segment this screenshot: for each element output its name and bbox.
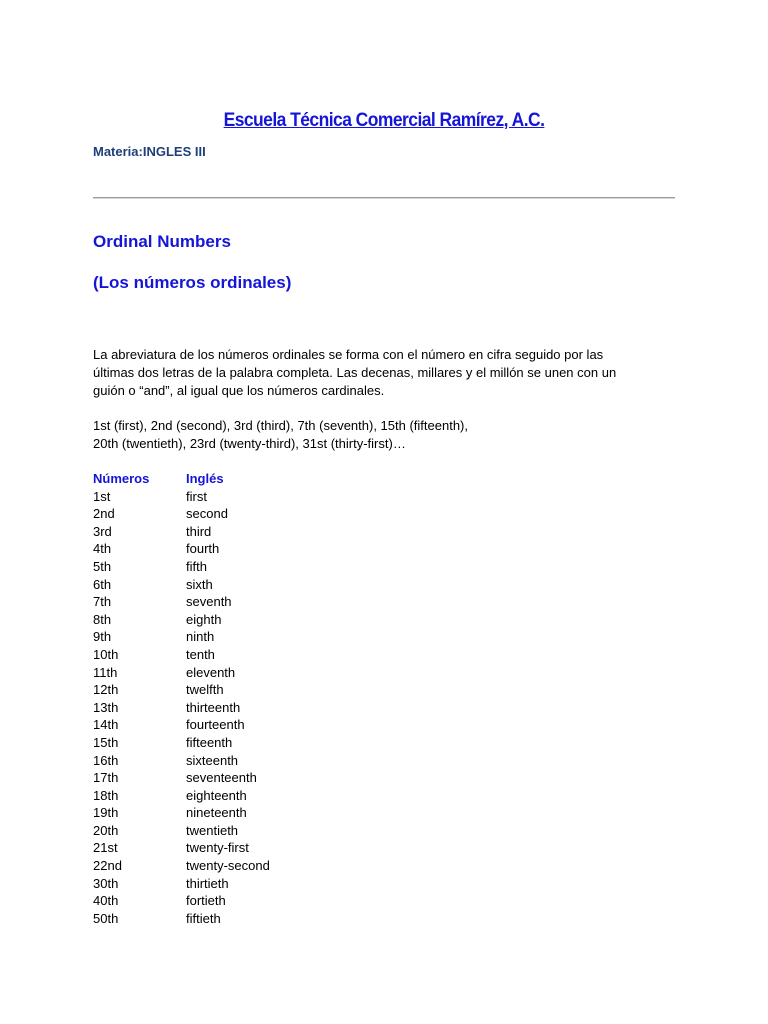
column-header-numeros: Números <box>93 471 150 486</box>
ordinal-word-cell: fifteenth <box>186 734 233 750</box>
table-row <box>93 611 386 629</box>
ordinal-number-cell: 11th <box>93 664 118 680</box>
table-row <box>93 752 386 770</box>
paragraph-line: 1st (first), 2nd (second), 3rd (third), 7th (seventh), 15th (fifteenth), <box>93 418 468 433</box>
table-row <box>93 875 386 893</box>
table-row <box>93 681 386 699</box>
paragraph-line: 20th (twentieth), 23rd (twenty-third), 31st (thirty-first)… <box>93 436 406 451</box>
ordinal-number-cell: 30th <box>93 875 119 891</box>
ordinal-word-cell: sixth <box>186 576 213 592</box>
table-row <box>93 822 386 840</box>
ordinal-word-cell: seventh <box>186 594 232 610</box>
ordinal-word-cell: eighteenth <box>186 787 247 803</box>
ordinal-word-cell: thirtieth <box>186 875 229 891</box>
table-row <box>93 734 386 752</box>
ordinal-number-cell: 18th <box>93 787 119 803</box>
table-row <box>93 787 386 805</box>
ordinal-number-cell: 4th <box>93 541 112 557</box>
table-row <box>93 892 386 910</box>
ordinal-number-cell: 17th <box>93 770 119 786</box>
ordinal-word-cell: nineteenth <box>186 805 247 821</box>
ordinal-number-cell: 19th <box>93 805 119 821</box>
ordinal-number-cell: 10th <box>93 646 119 662</box>
ordinal-word-cell: sixteenth <box>186 752 239 768</box>
ordinal-word-cell: fourth <box>186 541 220 557</box>
table-row <box>93 910 386 928</box>
table-row <box>93 593 386 611</box>
examples-paragraph <box>93 417 675 453</box>
table-row <box>93 628 386 646</box>
subject-label: Materia:INGLES III <box>93 144 206 159</box>
ordinal-number-cell: 16th <box>93 752 119 768</box>
ordinal-word-cell: thirteenth <box>186 699 241 715</box>
ordinal-number-cell: 15th <box>93 734 119 750</box>
intro-paragraph <box>93 346 675 400</box>
ordinal-word-cell: first <box>186 488 207 504</box>
ordinal-word-cell: ninth <box>186 629 215 645</box>
ordinal-number-cell: 14th <box>93 717 119 733</box>
table-row <box>93 576 386 594</box>
page-subtitle: (Los números ordinales) <box>93 273 292 292</box>
ordinal-word-cell: twentieth <box>186 822 239 838</box>
table-row <box>93 558 386 576</box>
ordinal-word-cell: twenty-second <box>186 858 270 874</box>
ordinal-number-cell: 5th <box>93 558 112 574</box>
ordinal-number-cell: 7th <box>93 594 112 610</box>
table-body <box>93 488 386 928</box>
table-row <box>93 523 386 541</box>
table-row <box>93 857 386 875</box>
ordinal-number-cell: 6th <box>93 576 112 592</box>
ordinal-word-cell: fortieth <box>186 893 226 909</box>
ordinal-word-cell: fiftieth <box>186 910 221 926</box>
ordinal-table <box>93 470 386 927</box>
ordinal-word-cell: twenty-first <box>186 840 249 856</box>
ordinal-word-cell: second <box>186 506 228 522</box>
ordinal-word-cell: eleventh <box>186 664 236 680</box>
table-row <box>93 804 386 822</box>
horizontal-divider <box>93 197 675 199</box>
table-row <box>93 839 386 857</box>
table-row <box>93 699 386 717</box>
ordinal-number-cell: 13th <box>93 699 119 715</box>
school-title: Escuela Técnica Comercial Ramírez, A.C. <box>223 110 545 131</box>
table-row <box>93 540 386 558</box>
ordinal-word-cell: third <box>186 523 212 539</box>
paragraph-line: La abreviatura de los números ordinales se forma con el número en cifra seguido por las <box>93 347 604 362</box>
ordinal-word-cell: seventeenth <box>186 770 257 786</box>
ordinal-word-cell: twelfth <box>186 682 224 698</box>
table-row <box>93 769 386 787</box>
ordinal-number-cell: 21st <box>93 840 118 856</box>
page-title: Ordinal Numbers <box>93 232 231 251</box>
table-row <box>93 646 386 664</box>
table-row <box>93 716 386 734</box>
ordinal-number-cell: 9th <box>93 629 112 645</box>
ordinal-word-cell: fourteenth <box>186 717 245 733</box>
ordinal-number-cell: 12th <box>93 682 119 698</box>
ordinal-number-cell: 50th <box>93 910 119 926</box>
table-header-row <box>93 470 386 488</box>
ordinal-number-cell: 22nd <box>93 858 122 874</box>
ordinal-word-cell: fifth <box>186 558 207 574</box>
ordinal-number-cell: 20th <box>93 822 119 838</box>
column-header-ingles: Inglés <box>186 471 224 486</box>
ordinal-number-cell: 2nd <box>93 506 115 522</box>
ordinal-number-cell: 3rd <box>93 523 112 539</box>
ordinal-number-cell: 40th <box>93 893 119 909</box>
ordinal-word-cell: tenth <box>186 646 215 662</box>
paragraph-line: guión o “and”, al igual que los números cardinales. <box>93 383 385 398</box>
ordinal-word-cell: eighth <box>186 611 222 627</box>
table-row <box>93 505 386 523</box>
table-row <box>93 488 386 506</box>
table-row <box>93 664 386 682</box>
ordinal-number-cell: 1st <box>93 488 111 504</box>
paragraph-line: últimas dos letras de la palabra completa. Las decenas, millares y el millón se unen con un <box>93 365 617 380</box>
ordinal-number-cell: 8th <box>93 611 112 627</box>
